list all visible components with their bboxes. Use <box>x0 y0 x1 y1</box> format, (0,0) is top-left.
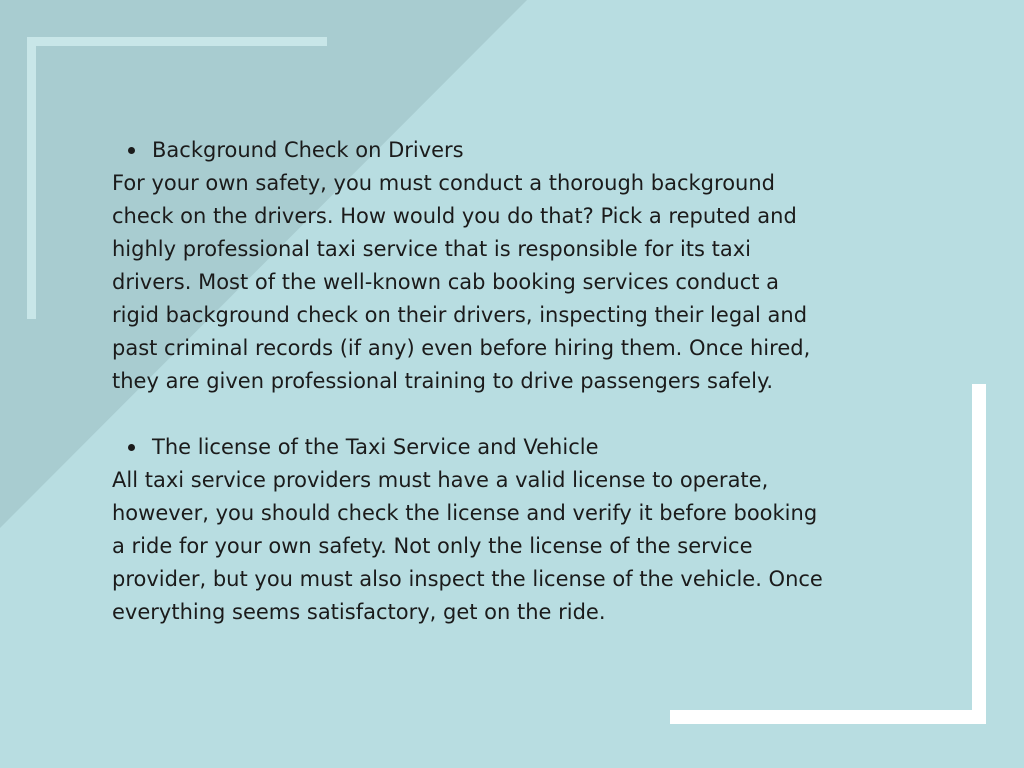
paragraph-line: they are given professional training to drive passengers safely. <box>112 369 774 393</box>
slide-content <box>112 134 922 629</box>
paragraph-line: check on the drivers. How would you do that? Pick a reputed and <box>112 204 797 228</box>
paragraph-line: All taxi service providers must have a valid license to operate, <box>112 468 769 492</box>
section-heading: The license of the Taxi Service and Vehicle <box>152 435 599 459</box>
frame-top-left-horizontal-bar <box>27 37 327 46</box>
section-paragraph <box>112 167 922 398</box>
paragraph-line: rigid background check on their drivers, inspecting their legal and <box>112 303 808 327</box>
paragraph-line: highly professional taxi service that is responsible for its taxi <box>112 237 752 261</box>
bullet-icon <box>128 147 135 154</box>
frame-top-left-vertical-bar <box>27 37 36 319</box>
frame-bottom-right-horizontal-bar <box>670 710 986 724</box>
bullet-item <box>112 134 922 167</box>
paragraph-line: however, you should check the license and verify it before booking <box>112 501 818 525</box>
section-heading: Background Check on Drivers <box>152 138 464 162</box>
section-license <box>112 431 922 629</box>
paragraph-line: provider, but you must also inspect the license of the vehicle. Once <box>112 567 823 591</box>
frame-bottom-right-vertical-bar <box>972 384 986 724</box>
paragraph-line: everything seems satisfactory, get on the ride. <box>112 600 606 624</box>
section-background-check <box>112 134 922 398</box>
bullet-item <box>112 431 922 464</box>
paragraph-line: For your own safety, you must conduct a thorough background <box>112 171 775 195</box>
bullet-icon <box>128 444 135 451</box>
paragraph-line: a ride for your own safety. Not only the license of the service <box>112 534 753 558</box>
paragraph-line: past criminal records (if any) even before hiring them. Once hired, <box>112 336 811 360</box>
section-paragraph <box>112 464 922 629</box>
paragraph-line: drivers. Most of the well-known cab booking services conduct a <box>112 270 780 294</box>
